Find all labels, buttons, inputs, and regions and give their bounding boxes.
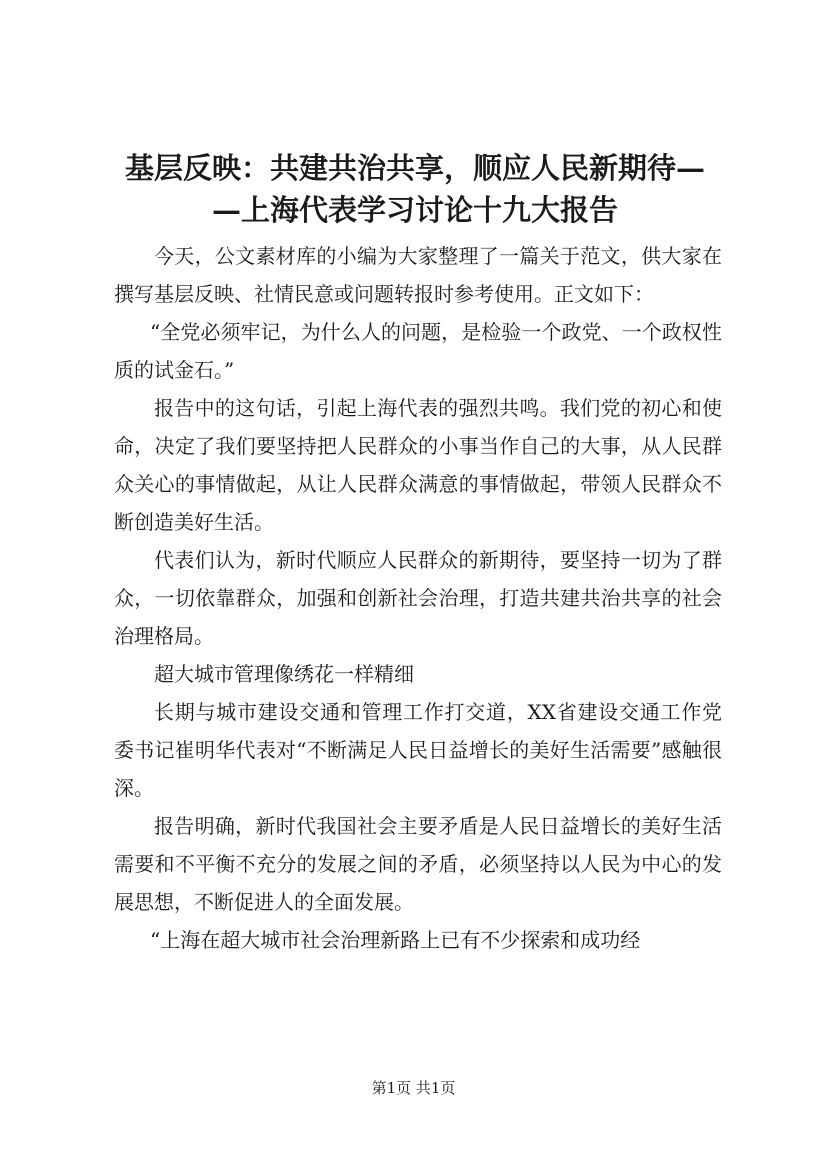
paragraph-resonance: 报告中的这句话，引起上海代表的强烈共鸣。我们党的初心和使命，决定了我们要坚持把人民群众的小事当作自己的大事，从人民群众关心的事情做起，从让人民群众满意的事情做起，带领人民群众不断创造美好生活。: [114, 396, 722, 534]
title-line-2: —上海代表学习讨论十九大报告: [211, 193, 618, 227]
paragraph-cui-minghua: 长期与城市建设交通和管理工作打交道，XX省建设交通工作党委书记崔明华代表对“不断满足人民日益增长的美好生活需要”感触很深。: [114, 700, 722, 800]
document-title: [100, 147, 730, 231]
title-line-1: 基层反映：共建共治共享，顺应人民新期待—: [124, 151, 705, 185]
paragraph-intro: 今天，公文素材库的小编为大家整理了一篇关于范文，供大家在撰写基层反映、社情民意或问题转报时参考使用。正文如下：: [114, 244, 722, 306]
paragraph-representatives: 代表们认为，新时代顺应人民群众的新期待，要坚持一切为了群众，一切依靠群众，加强和创新社会治理，打造共建共治共享的社会治理格局。: [114, 548, 722, 648]
page-number-footer: 第1页 共1页: [371, 1079, 456, 1097]
document-body: [114, 237, 722, 959]
paragraph-subheading: 超大城市管理像绣花一样精细: [154, 662, 414, 686]
paragraph-report: 报告明确，新时代我国社会主要矛盾是人民日益增长的美好生活需要和不平衡不充分的发展之间的矛盾，必须坚持以人民为中心的发展思想，不断促进人的全面发展。: [114, 814, 722, 914]
paragraph-quote: “全党必须牢记，为什么人的问题，是检验一个政党、一个政权性质的试金石。”: [114, 320, 722, 382]
paragraph-shanghai-quote: “上海在超大城市社会治理新路上已有不少探索和成功经: [150, 928, 641, 952]
